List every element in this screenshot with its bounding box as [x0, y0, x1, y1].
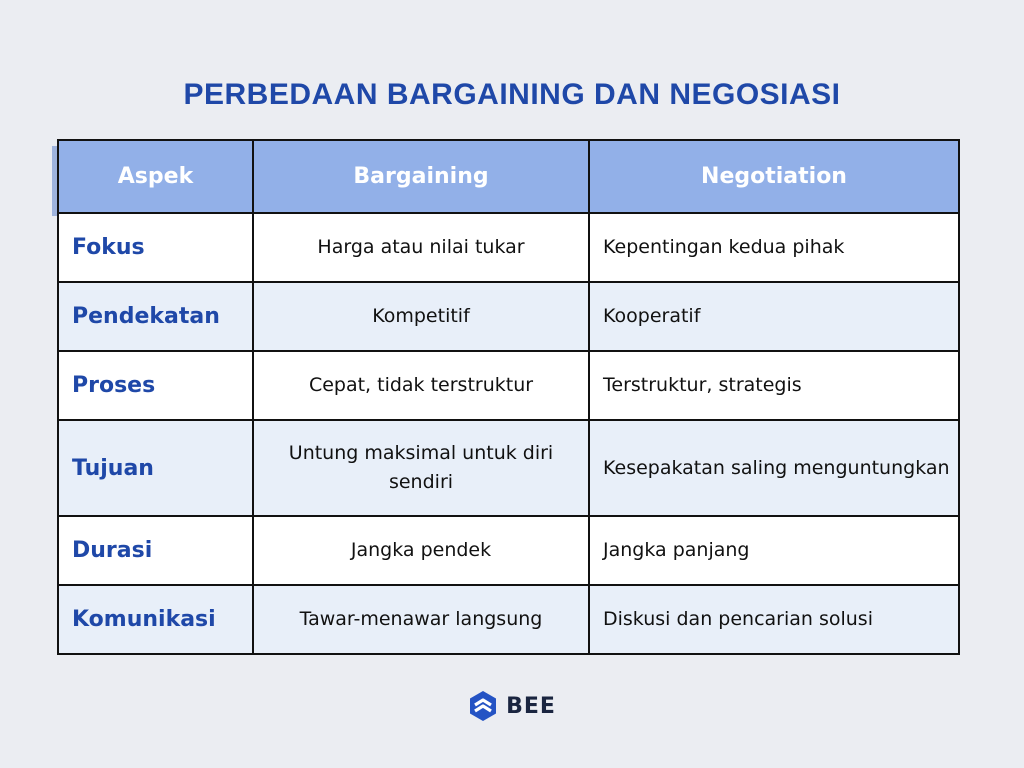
table-header-row — [58, 140, 959, 213]
row-aspek: Durasi — [58, 516, 253, 585]
bee-hexagon-icon — [468, 690, 498, 722]
row-aspek: Komunikasi — [58, 585, 253, 654]
row-negotiation: Jangka panjang — [589, 516, 959, 585]
table-row — [58, 420, 959, 516]
row-bargaining: Untung maksimal untuk diri sendiri — [253, 420, 589, 516]
header-negotiation: Negotiation — [589, 140, 959, 213]
brand-logo-text: BEE — [506, 693, 556, 719]
row-bargaining: Jangka pendek — [253, 516, 589, 585]
table-row — [58, 282, 959, 351]
row-bargaining: Cepat, tidak terstruktur — [253, 351, 589, 420]
row-aspek: Pendekatan — [58, 282, 253, 351]
row-bargaining: Kompetitif — [253, 282, 589, 351]
row-negotiation: Kooperatif — [589, 282, 959, 351]
row-aspek: Fokus — [58, 213, 253, 282]
row-negotiation: Terstruktur, strategis — [589, 351, 959, 420]
brand-footer — [0, 690, 1024, 722]
header-aspek: Aspek — [58, 140, 253, 213]
row-negotiation: Diskusi dan pencarian solusi — [589, 585, 959, 654]
table-row — [58, 213, 959, 282]
row-aspek: Proses — [58, 351, 253, 420]
row-bargaining: Harga atau nilai tukar — [253, 213, 589, 282]
row-negotiation: Kesepakatan saling menguntungkan — [589, 420, 959, 516]
row-bargaining: Tawar-menawar langsung — [253, 585, 589, 654]
page-title: PERBEDAAN BARGAINING DAN NEGOSIASI — [183, 78, 841, 111]
table-row — [58, 516, 959, 585]
table-row — [58, 351, 959, 420]
header-bargaining: Bargaining — [253, 140, 589, 213]
table-row — [58, 585, 959, 654]
row-aspek: Tujuan — [58, 420, 253, 516]
comparison-table — [57, 139, 960, 655]
row-negotiation: Kepentingan kedua pihak — [589, 213, 959, 282]
